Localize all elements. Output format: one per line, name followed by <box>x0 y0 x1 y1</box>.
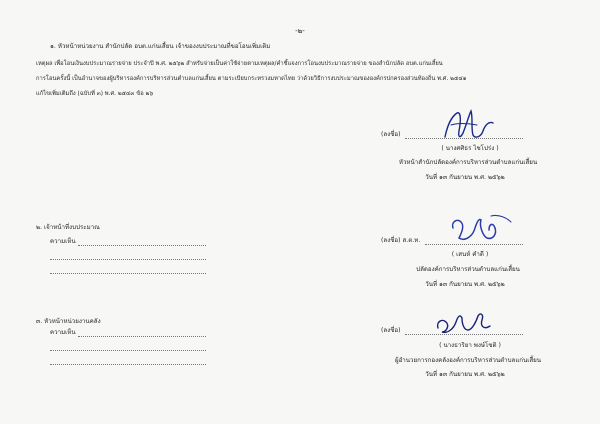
section2-heading: ๒. เจ้าหน้าที่งบประมาณ <box>36 224 100 231</box>
section2-date: วันที่ ๑๓ กันยายน พ.ศ. ๒๕๖๒ <box>425 281 505 288</box>
section3-opinion-label: ความเห็น <box>50 329 76 336</box>
section2-position: ปลัดองค์การบริหารส่วนตำบลแก่นเสี้ยน <box>416 266 520 273</box>
section1-reason-line2: การโอนครั้งนี้ เป็นอำนาจของผู้บริหารองค์การบริหารส่วนตำบลแก่นเสี้ยน ตามระเบียบกระทรวงมหาดไทย ว่าด้วยวิธีการงบประมาณขององค์กรปกครองส่วนท้องถิ่น พ.ศ. ๒๕๔๑ <box>36 76 467 82</box>
section1-sign-label: (ลงชื่อ) <box>381 131 401 138</box>
section3-sign-label: (ลงชื่อ) <box>381 327 401 334</box>
section2-opinion-line <box>50 273 206 274</box>
section3-name: ( นางธาริยา พงษ์โชติ ) <box>439 342 501 349</box>
section1-name: ( นางศศิธร ไชโปร่ง ) <box>441 145 499 152</box>
section1-signature-image <box>437 107 497 143</box>
section3-date: วันที่ ๑๓ กันยายน พ.ศ. ๒๕๖๒ <box>425 371 505 378</box>
section2-signature-image <box>445 212 515 246</box>
section2-opinion-line <box>50 259 206 260</box>
page-number: -๒- <box>295 27 305 35</box>
section1-reason-line1: เหตุผล เพื่อโอนเงินงบประมาณรายจ่าย ประจำปี พ.ศ. ๒๕๖๒ สำหรับจ่ายเป็นค่าใช้จ่ายตามเหตุผล/คำชี้แจงการโอนงบประมาณรายจ่าย ของสำนักปลัด อบต.แก่นเสี้ยน <box>36 61 443 67</box>
section2-opinion-line <box>78 245 206 246</box>
section3-position: ผู้อำนวยการกองคลังองค์การบริหารส่วนตำบลแก่นเสี้ยน <box>394 357 542 364</box>
section2-name: ( เสนห์ คำดี ) <box>451 251 489 258</box>
section3-opinion-line <box>50 350 206 351</box>
section1-position: หัวหน้าสำนักปลัดองค์การบริหารส่วนตำบลแก่นเสี้ยน <box>398 159 538 166</box>
section3-opinion-line <box>78 336 206 337</box>
section1-date: วันที่ ๑๓ กันยายน พ.ศ. ๒๕๖๒ <box>425 174 505 181</box>
section1-heading: ๑. หัวหน้าหน่วยงาน สำนักปลัด อบต.แก่นเสี้ยน เจ้าของงบประมาณที่ขอโอนเพิ่มเติม <box>50 43 271 50</box>
section2-sign-label: (ลงชื่อ) ส.ต.ท. <box>381 237 421 244</box>
section3-signature-image <box>432 308 492 338</box>
section3-opinion-line <box>50 364 206 365</box>
section2-opinion-label: ความเห็น <box>50 238 76 245</box>
section3-heading: ๓. หัวหน้าหน่วยงานคลัง <box>36 318 101 325</box>
section1-reason-line3: แก้ไขเพิ่มเติมถึง (ฉบับที่ ๓) พ.ศ. ๒๕๔๓ ข้อ ๒๖ <box>36 91 154 97</box>
